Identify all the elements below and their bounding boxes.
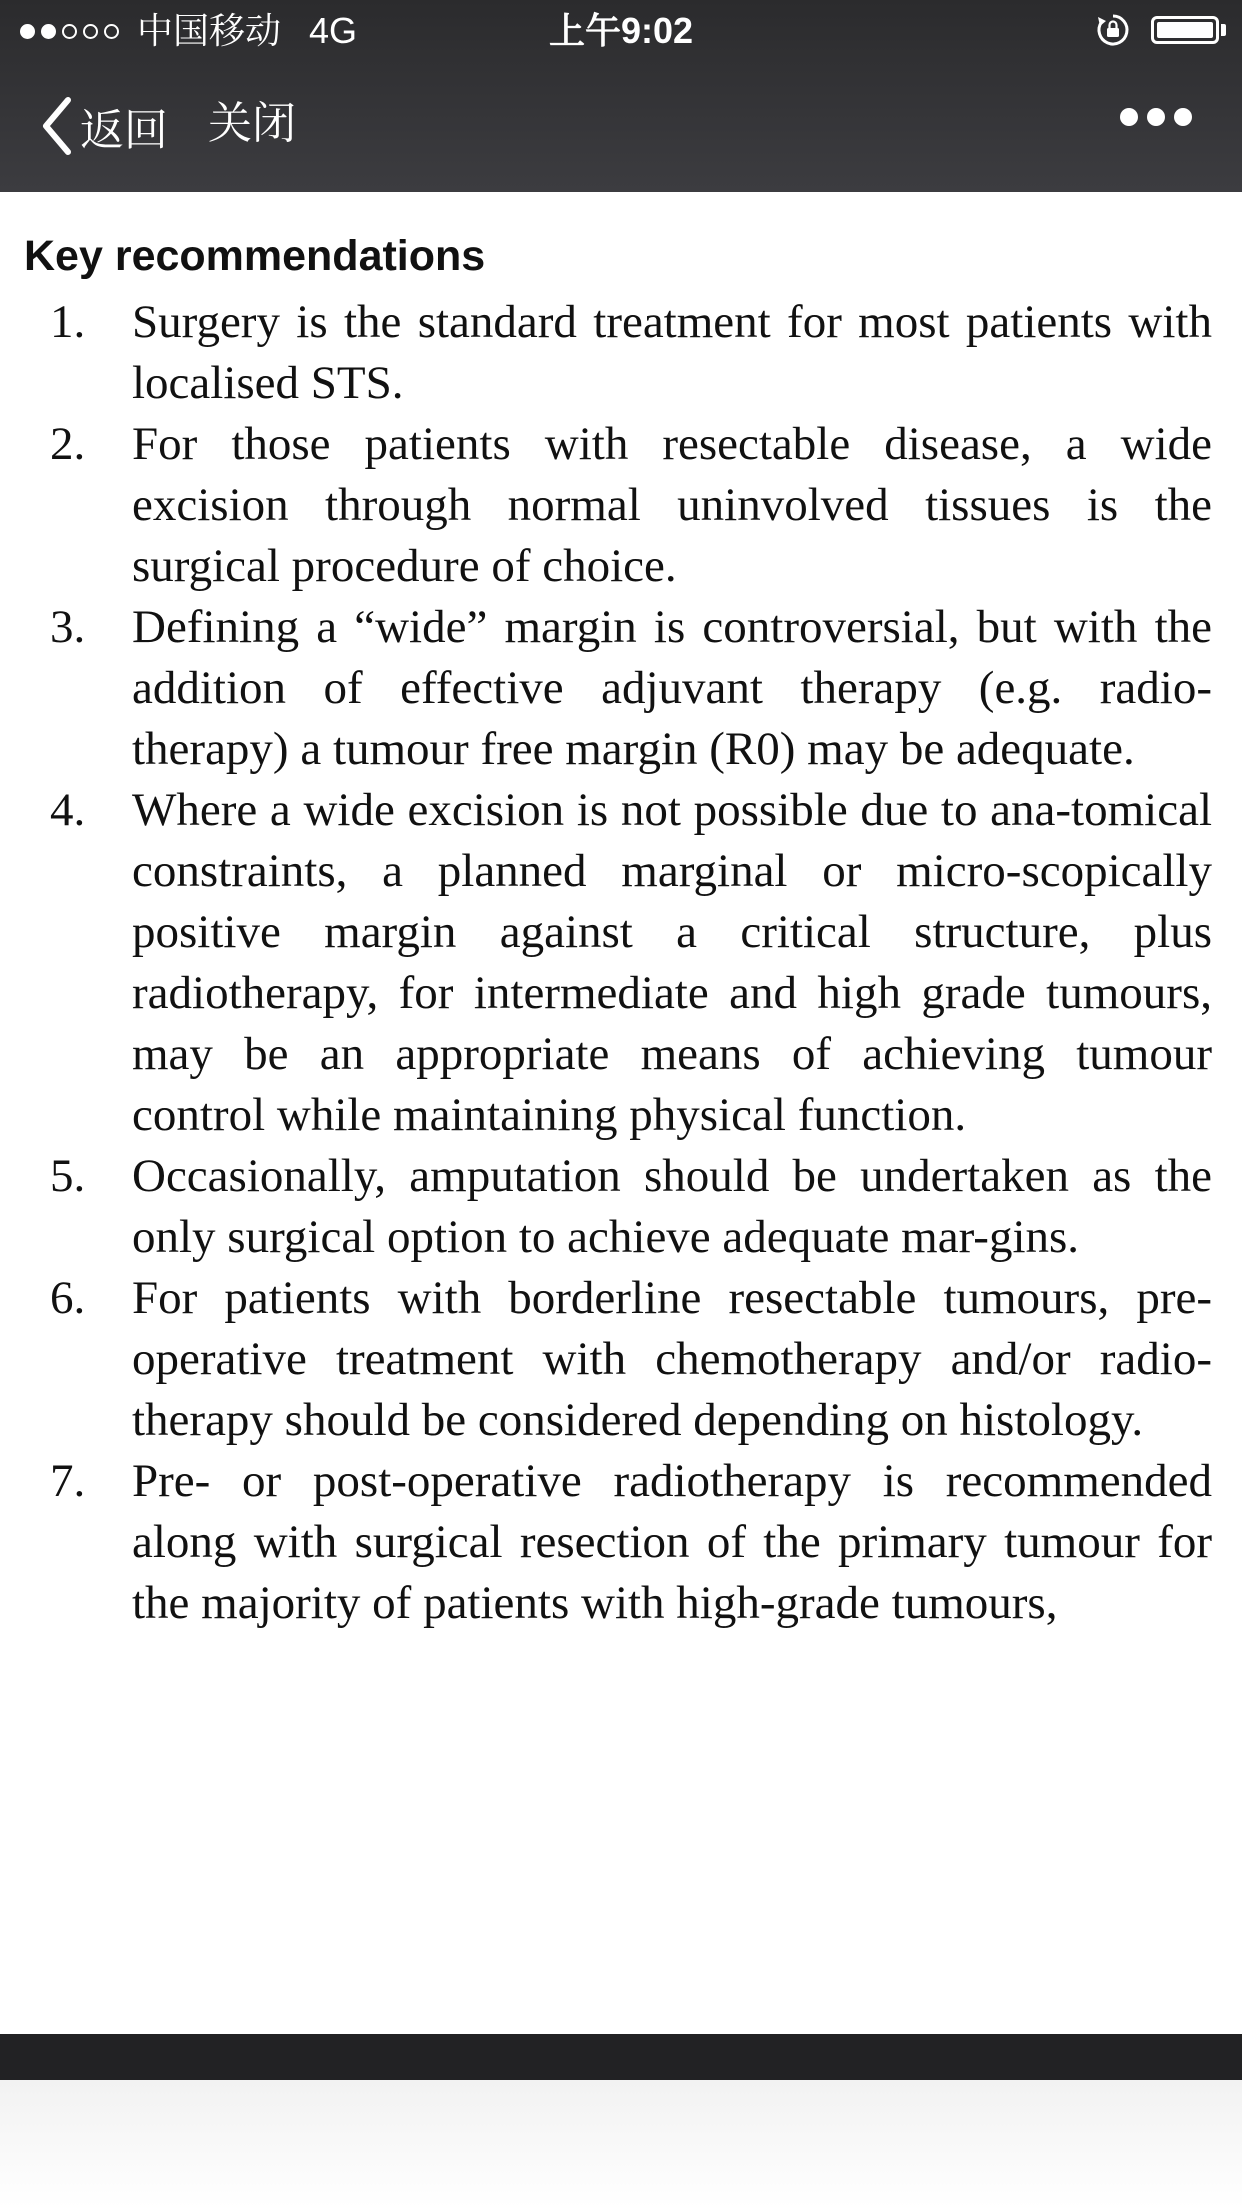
list-item-text: Surgery is the standard treatment for most patients with localised STS. <box>132 296 1212 409</box>
list-item-number: 1. <box>50 296 86 348</box>
back-label: 返回 <box>80 105 168 156</box>
list-item <box>0 780 1242 1146</box>
carrier-name: 中国移动 <box>137 10 282 51</box>
status-time: 上午9:02 <box>548 10 694 51</box>
list-item-number: 7. <box>50 1455 86 1507</box>
back-button[interactable] <box>40 94 168 158</box>
list-item-text: Pre- or post-operative radiotherapy is recommended along with surgical resection of the primary tumour for the majority of patients with high-grade tumours, <box>132 1455 1212 1629</box>
more-icon-dot <box>1174 108 1192 126</box>
bottom-area <box>0 2080 1242 2208</box>
list-item-text: Defining a “wide” margin is controversial, but with the addition of effective adjuvant therapy (e.g. radio-therapy) a tumour free margin (R0) may be adequate. <box>132 601 1212 775</box>
list-item-text: For those patients with resectable disease, a wide excision through normal uninvolved tissues is the surgical procedure of choice. <box>132 418 1212 592</box>
document-content[interactable] <box>0 192 1242 2034</box>
list-item-number: 2. <box>50 418 86 470</box>
more-icon <box>1120 108 1138 126</box>
nav-bar <box>0 62 1242 192</box>
battery-icon <box>1151 16 1219 44</box>
close-button[interactable]: 关闭 <box>208 98 296 149</box>
list-item <box>0 414 1242 597</box>
list-item-text: For patients with borderline resectable tumours, pre-operative treatment with chemotherapy and/or radio-therapy should be considered depending on histology. <box>132 1272 1212 1446</box>
more-icon-dot <box>1147 108 1165 126</box>
list-item-number: 6. <box>50 1272 86 1324</box>
list-item-number: 4. <box>50 784 86 836</box>
list-item-text: Occasionally, amputation should be undertaken as the only surgical option to achieve adequate mar-gins. <box>132 1150 1212 1263</box>
list-item <box>0 1451 1242 1634</box>
rotation-lock-icon <box>1095 12 1131 48</box>
list-item <box>0 1268 1242 1451</box>
battery-tip <box>1221 24 1226 36</box>
battery-level <box>1157 22 1213 38</box>
recommendation-list <box>0 292 1242 1634</box>
more-button[interactable] <box>1111 108 1192 126</box>
section-title: Key recommendations <box>24 232 486 280</box>
network-type: 4G <box>309 10 358 51</box>
chevron-left-icon <box>40 96 74 156</box>
top-bar <box>0 0 1242 192</box>
bottom-bar <box>0 2034 1242 2080</box>
status-bar <box>0 0 1242 62</box>
list-item <box>0 292 1242 414</box>
status-right <box>1095 12 1226 48</box>
list-item <box>0 1146 1242 1268</box>
list-item-number: 3. <box>50 601 86 653</box>
list-item-number: 5. <box>50 1150 86 1202</box>
list-item-text: Where a wide excision is not possible due to ana-tomical constraints, a planned marginal or micro-scopically positive margin against a critical structure, plus radiotherapy, for intermediate and high grade tumours, may be an appropriate means of achieving tumour control while maintaining physical function. <box>132 784 1212 1141</box>
list-item <box>0 597 1242 780</box>
